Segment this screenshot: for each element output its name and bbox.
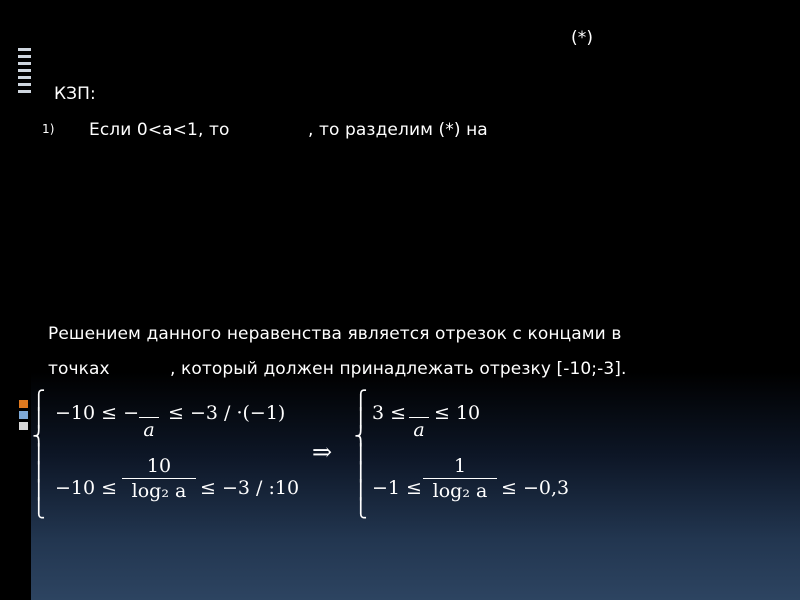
left-row2-lhs: −10 ≤ bbox=[55, 477, 118, 499]
decorative-squares bbox=[19, 400, 31, 440]
left-row1-rhs: ≤ −3 / ·(−1) bbox=[168, 402, 286, 424]
left-row2-fraction bbox=[122, 455, 196, 502]
left-row1-fraction bbox=[139, 394, 159, 441]
right-system-brace: ⎧ ⎪ ⎨ ⎪ ⎪ ⎪ ⎩ bbox=[354, 390, 368, 519]
right-row2-lhs: −1 ≤ bbox=[372, 477, 422, 499]
left-row1-denominator: a bbox=[143, 419, 155, 441]
right-row1-denominator: a bbox=[413, 419, 425, 441]
solution-line-2b: , который должен принадлежать отрезку [-10;-3]. bbox=[170, 359, 627, 379]
right-row2-numerator: 1 bbox=[453, 455, 467, 477]
left-system-brace: ⎧ ⎪ ⎨ ⎪ ⎪ ⎪ ⎩ bbox=[32, 390, 46, 519]
left-row2-rhs: ≤ −3 / :10 bbox=[200, 477, 300, 499]
right-row2-rhs: ≤ −0,3 bbox=[501, 477, 570, 499]
implies-arrow: ⇒ bbox=[312, 438, 333, 466]
item-number: 1) bbox=[42, 122, 55, 136]
left-row2-denominator: log₂ a bbox=[131, 480, 187, 502]
item-text-part2: , то разделим (*) на bbox=[308, 120, 488, 140]
right-row1-rhs: ≤ 10 bbox=[434, 402, 481, 424]
left-row1-numerator bbox=[139, 394, 159, 416]
left-row1-lhs: −10 ≤ − bbox=[55, 402, 140, 424]
right-row2-fraction bbox=[423, 455, 497, 502]
solution-line-2a: точках bbox=[48, 359, 110, 379]
kzp-heading: КЗП: bbox=[54, 84, 96, 104]
equation-marker: (*) bbox=[571, 28, 594, 48]
right-row1-fraction bbox=[409, 394, 429, 441]
solution-line-1: Решением данного неравенства является отрезок с концами в bbox=[48, 324, 622, 344]
item-text-part1: Если 0<a<1, то bbox=[89, 120, 230, 140]
right-row1-numerator bbox=[409, 394, 429, 416]
left-row2-numerator: 10 bbox=[146, 455, 172, 477]
right-row2-denominator: log₂ a bbox=[432, 480, 488, 502]
decorative-stripes bbox=[18, 48, 32, 98]
right-row1-lhs: 3 ≤ bbox=[372, 402, 407, 424]
